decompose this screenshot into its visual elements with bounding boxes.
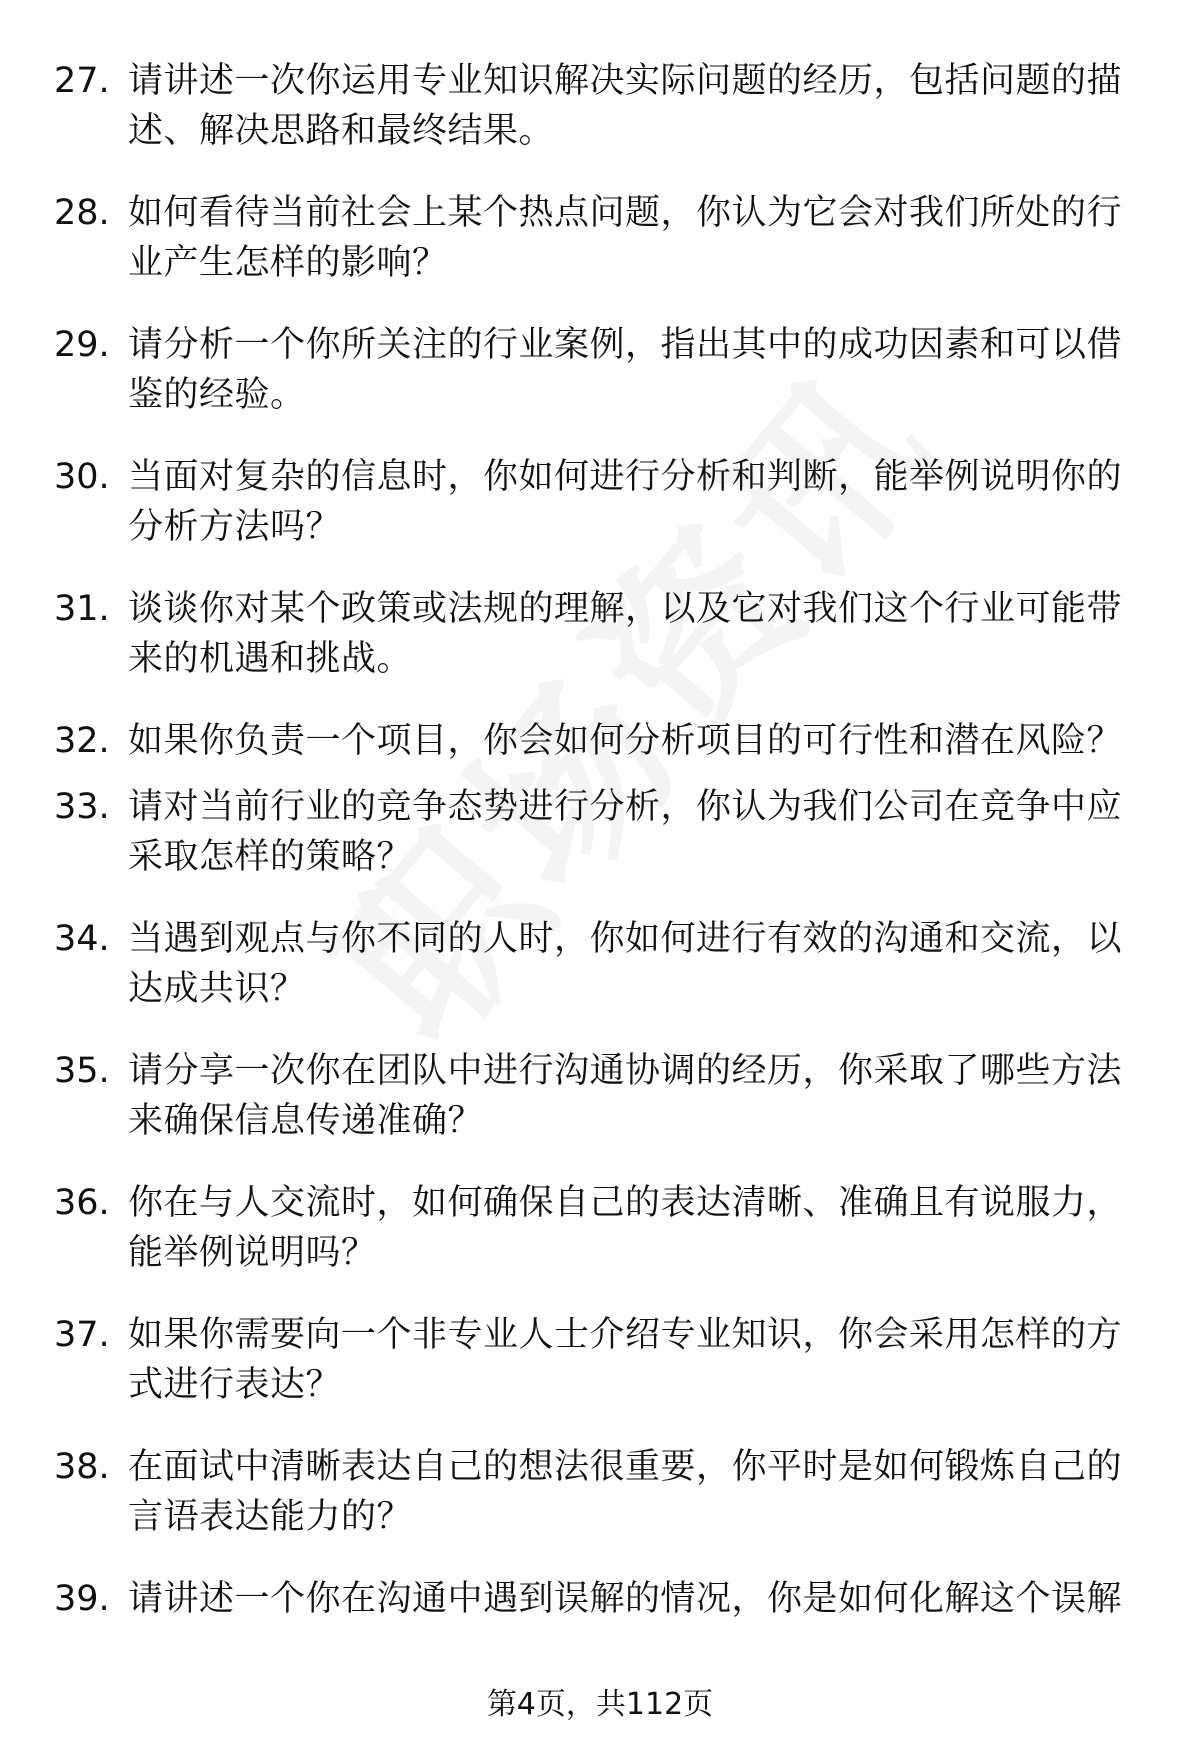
list-item	[0, 188, 1200, 320]
list-item	[0, 1574, 1200, 1634]
question-text: 请讲述一次你运用专业知识解决实际问题的经历，包括问题的描述、解决思路和最终结果。	[128, 61, 1123, 151]
question-text: 在面试中清晰表达自己的想法很重要，你平时是如何锻炼自己的言语表达能力的？	[128, 1447, 1123, 1537]
question-number: 34.	[54, 919, 110, 959]
list-item	[0, 320, 1200, 452]
question-text: 你在与人交流时，如何确保自己的表达清晰、准确且有说服力，能举例说明吗？	[128, 1183, 1123, 1273]
list-item	[0, 1310, 1200, 1442]
question-number: 38.	[54, 1447, 110, 1487]
question-text: 当遇到观点与你不同的人时，你如何进行有效的沟通和交流，以达成共识？	[128, 919, 1123, 1009]
page-number-footer: 第4页，共112页	[486, 1687, 714, 1722]
question-number: 33.	[54, 787, 110, 827]
list-item	[0, 782, 1200, 914]
question-number: 37.	[54, 1315, 110, 1355]
question-number: 39.	[54, 1579, 110, 1619]
list-item	[0, 914, 1200, 1046]
question-text: 谈谈你对某个政策或法规的理解，以及它对我们这个行业可能带来的机遇和挑战。	[128, 589, 1123, 679]
question-number: 30.	[54, 457, 110, 497]
question-number: 27.	[54, 61, 110, 101]
list-item	[0, 716, 1200, 782]
question-number: 28.	[54, 193, 110, 233]
question-text: 当面对复杂的信息时，你如何进行分析和判断，能举例说明你的分析方法吗？	[128, 457, 1123, 547]
list-item	[0, 452, 1200, 584]
question-text: 请分享一次你在团队中进行沟通协调的经历，你采取了哪些方法来确保信息传递准确？	[128, 1051, 1123, 1141]
list-item	[0, 1442, 1200, 1574]
question-text: 请对当前行业的竞争态势进行分析，你认为我们公司在竞争中应采取怎样的策略？	[128, 787, 1123, 877]
question-number: 31.	[54, 589, 110, 629]
question-number: 35.	[54, 1051, 110, 1091]
question-text: 如果你需要向一个非专业人士介绍专业知识，你会采用怎样的方式进行表达？	[128, 1315, 1123, 1405]
list-item	[0, 56, 1200, 188]
list-item	[0, 1178, 1200, 1310]
list-item	[0, 584, 1200, 716]
question-text: 请分析一个你所关注的行业案例，指出其中的成功因素和可以借鉴的经验。	[128, 325, 1123, 415]
question-text: 如果你负责一个项目，你会如何分析项目的可行性和潜在风险？	[128, 721, 1123, 761]
question-list	[0, 56, 1200, 1634]
question-number: 32.	[54, 721, 110, 761]
question-number: 36.	[54, 1183, 110, 1223]
list-item	[0, 1046, 1200, 1178]
question-number: 29.	[54, 325, 110, 365]
question-text: 请讲述一个你在沟通中遇到误解的情况，你是如何化解这个误解	[128, 1579, 1123, 1619]
question-text: 如何看待当前社会上某个热点问题，你认为它会对我们所处的行业产生怎样的影响？	[128, 193, 1123, 283]
